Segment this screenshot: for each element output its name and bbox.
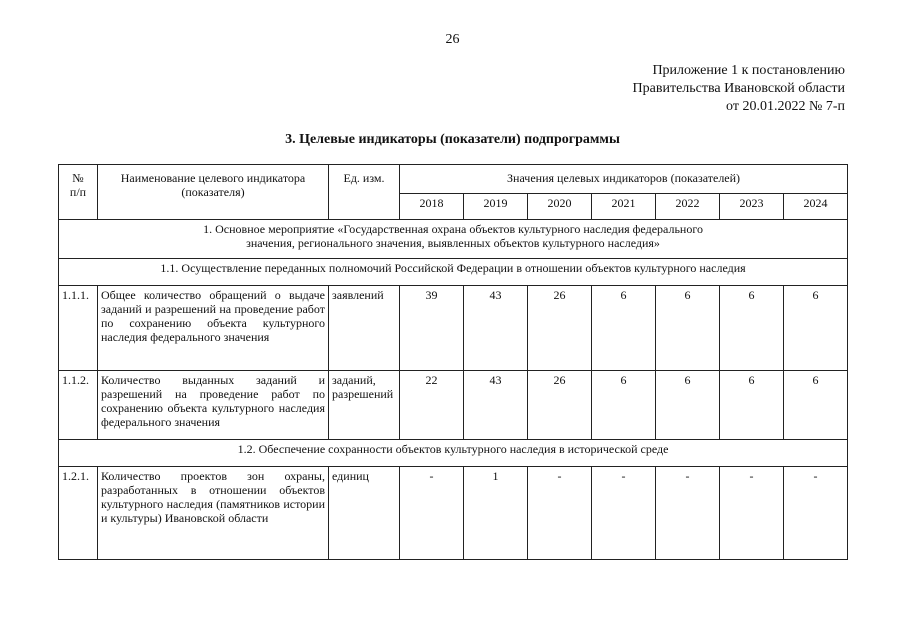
section-1-line-2: значения, регионального значения, выявленных объектов культурного наследия» bbox=[246, 236, 660, 250]
row-number: 1.2.1. bbox=[59, 467, 98, 560]
header-number-line-2: п/п bbox=[69, 185, 87, 199]
header-values: Значения целевых индикаторов (показателей) bbox=[400, 165, 848, 194]
row-value: 43 bbox=[464, 371, 528, 440]
row-value: 43 bbox=[464, 286, 528, 371]
year-cell: 2018 bbox=[400, 194, 464, 220]
row-value: - bbox=[528, 467, 592, 560]
row-value: 6 bbox=[720, 371, 784, 440]
row-number: 1.1.1. bbox=[59, 286, 98, 371]
row-number: 1.1.2. bbox=[59, 371, 98, 440]
row-value: 26 bbox=[528, 371, 592, 440]
section-1-2-heading: 1.2. Обеспечение сохранности объектов культурного наследия в исторической среде bbox=[59, 440, 848, 467]
appendix-line-1: Приложение 1 к постановлению bbox=[652, 63, 845, 78]
section-1-heading bbox=[59, 220, 848, 259]
row-unit: единиц bbox=[329, 467, 400, 560]
table-row bbox=[59, 286, 848, 371]
row-unit: заданий, разрешений bbox=[329, 371, 400, 440]
appendix-line-3: от 20.01.2022 № 7-п bbox=[726, 99, 845, 114]
section-row bbox=[59, 220, 848, 259]
year-cell: 2021 bbox=[592, 194, 656, 220]
row-unit: заявлений bbox=[329, 286, 400, 371]
row-value: - bbox=[400, 467, 464, 560]
page-number: 26 bbox=[445, 32, 460, 47]
row-value: 22 bbox=[400, 371, 464, 440]
indicators-table bbox=[58, 164, 848, 560]
year-cell: 2020 bbox=[528, 194, 592, 220]
row-value: 1 bbox=[464, 467, 528, 560]
header-name: Наименование целевого индикатора (показателя) bbox=[98, 165, 329, 220]
year-cell: 2023 bbox=[720, 194, 784, 220]
section-1-line-1: 1. Основное мероприятие «Государственная охрана объектов культурного наследия федерального bbox=[203, 222, 703, 236]
header-unit: Ед. изм. bbox=[329, 165, 400, 220]
year-cell: 2022 bbox=[656, 194, 720, 220]
row-value: 6 bbox=[784, 371, 848, 440]
year-cell: 2024 bbox=[784, 194, 848, 220]
page-title: 3. Целевые индикаторы (показатели) подпрограммы bbox=[285, 132, 620, 147]
row-value: 6 bbox=[592, 286, 656, 371]
row-value: 6 bbox=[720, 286, 784, 371]
year-cell: 2019 bbox=[464, 194, 528, 220]
table-row bbox=[59, 371, 848, 440]
row-value: - bbox=[592, 467, 656, 560]
table-row bbox=[59, 467, 848, 560]
row-value: 6 bbox=[592, 371, 656, 440]
row-value: 26 bbox=[528, 286, 592, 371]
section-row bbox=[59, 259, 848, 286]
header-row bbox=[59, 165, 848, 194]
row-value: - bbox=[656, 467, 720, 560]
appendix-line-2: Правительства Ивановской области bbox=[632, 81, 845, 96]
row-indicator-name: Количество проектов зон охраны, разработанных в отношении объектов культурного наследия (памятников истории и культуры) Ивановской области bbox=[98, 467, 329, 560]
appendix-note bbox=[633, 62, 845, 116]
header-number-line-1: № bbox=[72, 171, 84, 185]
row-value: 39 bbox=[400, 286, 464, 371]
row-value: 6 bbox=[656, 286, 720, 371]
row-indicator-name: Общее количество обращений о выдаче заданий и разрешений на проведение работ по сохранению объекта культурного наследия федерального значения bbox=[98, 286, 329, 371]
section-row bbox=[59, 440, 848, 467]
row-indicator-name: Количество выданных заданий и разрешений на проведение работ по сохранению объекта культурного наследия федерального значения bbox=[98, 371, 329, 440]
row-value: 6 bbox=[656, 371, 720, 440]
section-1-1-heading: 1.1. Осуществление переданных полномочий Российской Федерации в отношении объектов культурного наследия bbox=[59, 259, 848, 286]
row-value: 6 bbox=[784, 286, 848, 371]
row-value: - bbox=[784, 467, 848, 560]
header-number bbox=[59, 165, 98, 220]
row-value: - bbox=[720, 467, 784, 560]
